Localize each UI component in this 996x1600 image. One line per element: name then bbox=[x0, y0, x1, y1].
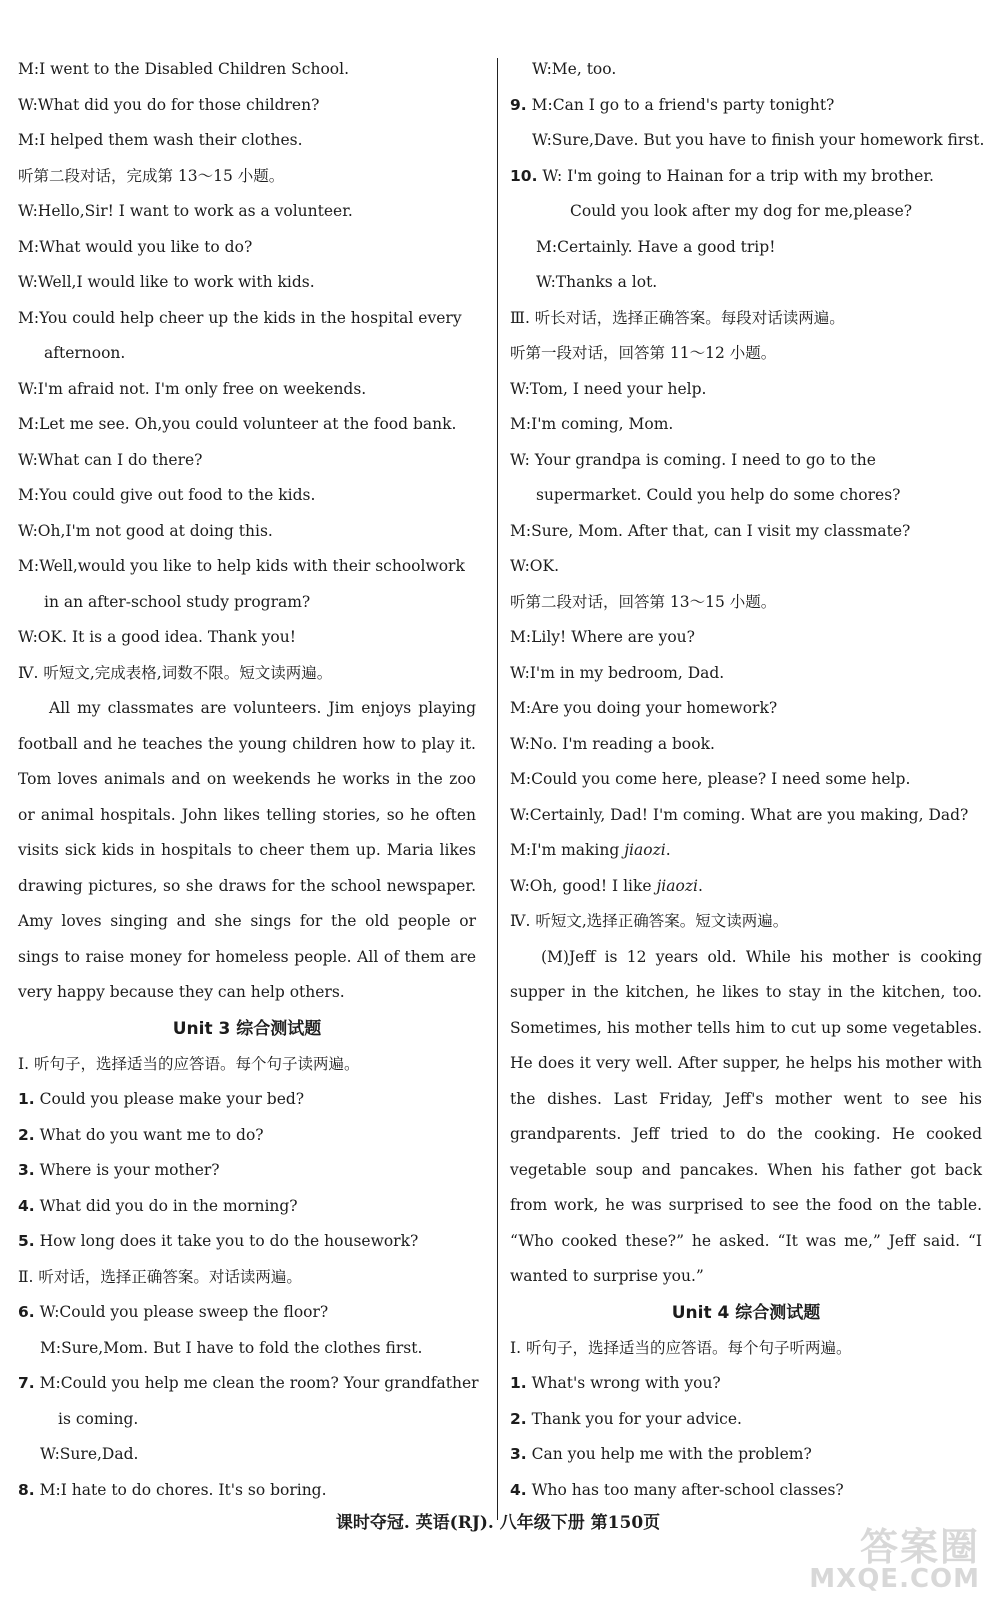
dialogue-line bbox=[510, 869, 982, 905]
page-footer: 课时夺冠. 英语(RJ). 八年级下册 第150页 bbox=[335, 1513, 661, 1533]
question-number: 8. bbox=[18, 1480, 35, 1499]
section-i-title: Ⅰ. 听句子，选择适当的应答语。每个句子读两遍。 bbox=[18, 1054, 360, 1073]
dialogue-line: supermarket. Could you help do some chores? bbox=[536, 486, 901, 504]
dialogue-line: M:I'm coming, Mom. bbox=[510, 415, 674, 433]
section-iv-title: Ⅳ. 听短文,选择正确答案。短文读两遍。 bbox=[510, 912, 789, 930]
sentence-number: 3. bbox=[18, 1161, 35, 1179]
dialogue-line: M:What would you like to do? bbox=[18, 237, 253, 256]
dialogue-line: W:I'm in my bedroom, Dad. bbox=[510, 663, 725, 682]
dialogue-line: M:I went to the Disabled Children School. bbox=[18, 60, 350, 78]
question-number: 10. bbox=[510, 166, 538, 185]
question-7 bbox=[18, 1366, 479, 1402]
sentence-text: What's wrong with you? bbox=[531, 1374, 721, 1392]
dialogue-line: W:I'm afraid not. I'm only free on weekends. bbox=[18, 379, 367, 398]
sentence-item bbox=[18, 1082, 476, 1118]
sentence-text: Who has too many after-school classes? bbox=[531, 1480, 844, 1499]
dialogue-line: 听第二段对话，完成第 13～15 小题。 bbox=[18, 166, 285, 185]
section-iv-title: Ⅳ. 听短文,完成表格,词数不限。短文读两遍。 bbox=[18, 663, 333, 682]
sentence-item bbox=[510, 1437, 982, 1473]
unit3-heading: Unit 3 综合测试题 bbox=[172, 1018, 322, 1039]
dialogue-line: W:OK. It is a good idea. Thank you! bbox=[18, 628, 296, 646]
dialogue-line: M:Sure, Mom. After that, can I visit my classmate? bbox=[510, 521, 911, 540]
sentence-item bbox=[510, 1402, 982, 1438]
dialogue-line: W:What did you do for those children? bbox=[18, 95, 320, 114]
sentence-item bbox=[18, 1153, 476, 1189]
dialogue-line: W:OK. bbox=[510, 557, 560, 575]
section-ii-title: Ⅱ. 听对话，选择正确答案。对话读两遍。 bbox=[18, 1267, 302, 1286]
sentence-item bbox=[18, 1118, 476, 1154]
sentence-item bbox=[510, 1473, 982, 1509]
dialogue-line: W:Sure,Dave. But you have to finish your homework first. bbox=[532, 131, 985, 149]
dialogue-line: M:Could you come here, please? I need some help. bbox=[510, 770, 911, 788]
dialogue-line: M:Lily! Where are you? bbox=[510, 628, 695, 646]
dialogue-line: M:Certainly. Have a good trip! bbox=[536, 237, 776, 256]
question-6 bbox=[18, 1295, 476, 1331]
sentence-text: Could you please make your bed? bbox=[39, 1090, 305, 1108]
sentence-text: Where is your mother? bbox=[39, 1161, 220, 1179]
dialogue-line: M:You could give out food to the kids. bbox=[18, 486, 316, 504]
dialogue-line: M:You could help cheer up the kids in the hospital every bbox=[18, 308, 462, 327]
sentence-item bbox=[18, 1224, 476, 1260]
dialogue-line: W:Tom, I need your help. bbox=[510, 379, 707, 398]
dialogue-line: M:I helped them wash their clothes. bbox=[18, 131, 303, 149]
dialogue-line: W:Hello,Sir! I want to work as a volunteer. bbox=[18, 202, 353, 220]
section-i-title: Ⅰ. 听句子，选择适当的应答语。每个句子听两遍。 bbox=[510, 1338, 852, 1357]
column-divider bbox=[497, 58, 498, 1520]
sentence-number: 3. bbox=[510, 1445, 527, 1463]
question-number: 6. bbox=[18, 1303, 35, 1321]
question-text: M:Could you help me clean the room? Your grandfather bbox=[39, 1374, 479, 1392]
dialogue-line: M:Well,would you like to help kids with their schoolwork bbox=[18, 557, 465, 575]
question-8 bbox=[18, 1473, 476, 1509]
dialogue-line: is coming. bbox=[58, 1409, 139, 1428]
dialogue-text: M:I'm making bbox=[510, 841, 625, 859]
dialogue-line: M:Sure,Mom. But I have to fold the clothes first. bbox=[40, 1338, 423, 1357]
dialogue-line: W:No. I'm reading a book. bbox=[510, 734, 715, 753]
period: . bbox=[697, 876, 703, 895]
question-text: M:I hate to do chores. It's so boring. bbox=[39, 1480, 327, 1499]
dialogue-line: M:Are you doing your homework? bbox=[510, 699, 778, 717]
sentence-item bbox=[18, 1189, 476, 1225]
section-iii-title: Ⅲ. 听长对话，选择正确答案。每段对话读两遍。 bbox=[510, 308, 845, 327]
sentence-text: What did you do in the morning? bbox=[39, 1196, 298, 1215]
jiaozi-word: jiaozi bbox=[656, 876, 698, 895]
question-text: W:Could you please sweep the floor? bbox=[39, 1303, 329, 1321]
passage: All my classmates are volunteers. Jim enjoys playing football and he teaches the young children how to play it. Tom loves animals and on weekends he works in the zoo or animal hospitals. John likes telling stories, so he often visits sick kids in hospitals to cheer them up. Maria likes drawing pictures, so she draws for the school newspaper. Amy loves singing and she sings for the old people or sings to raise money for homeless people. All of them are very happy because they can help others. bbox=[18, 699, 476, 1001]
sentence-text: What do you want me to do? bbox=[39, 1125, 264, 1144]
dialogue-line: M:Let me see. Oh,you could volunteer at the food bank. bbox=[18, 415, 457, 433]
dialogue-line: W:What can I do there? bbox=[18, 450, 203, 469]
dialogue-line: in an after-school study program? bbox=[44, 592, 311, 611]
dialogue-line: W: Your grandpa is coming. I need to go to the bbox=[510, 450, 876, 469]
sentence-number: 2. bbox=[510, 1409, 527, 1428]
passage: (M)Jeff is 12 years old. While his mother is cooking supper in the kitchen, he likes to stay in the kitchen, too. Sometimes, his mother tells him to cut up some vegetables. He does it very well. After supper, he helps his mother with the dishes. Last Friday, Jeff's mother went to see his grandparents. Jeff tried to do the cooking. He cooked vegetable soup and pancakes. When his father got back from work, he was surprised to see the food on the table. “Who cooked these?” he asked. “It was me,” Jeff said. “I wanted to surprise you.” bbox=[510, 947, 982, 1285]
watermark-text-bottom: MXQE.COM bbox=[809, 1564, 980, 1594]
question-text: W: I'm going to Hainan for a trip with my brother. bbox=[542, 166, 934, 185]
sentence-text: Thank you for your advice. bbox=[531, 1409, 742, 1428]
question-10 bbox=[510, 159, 982, 195]
watermark-text-top: 答案圈 bbox=[859, 1525, 980, 1569]
part1-title: 听第一段对话，回答第 11～12 小题。 bbox=[510, 344, 777, 362]
dialogue-line: Could you look after my dog for me,please? bbox=[570, 202, 913, 220]
dialogue-line bbox=[510, 833, 982, 869]
question-text: M:Can I go to a friend's party tonight? bbox=[531, 95, 835, 114]
dialogue-line: W:Thanks a lot. bbox=[536, 273, 658, 291]
right-column bbox=[510, 52, 985, 1508]
dialogue-line: W:Well,I would like to work with kids. bbox=[18, 273, 315, 291]
sentence-number: 4. bbox=[510, 1480, 527, 1499]
left-column bbox=[18, 52, 479, 1508]
dialogue-text: W:Oh, good! I like bbox=[510, 876, 657, 895]
dialogue-line: W:Me, too. bbox=[532, 60, 617, 78]
question-number: 7. bbox=[18, 1374, 35, 1392]
sentence-number: 4. bbox=[18, 1196, 35, 1215]
question-9 bbox=[510, 88, 982, 124]
sentence-text: Can you help me with the problem? bbox=[531, 1445, 812, 1463]
dialogue-line: W:Certainly, Dad! I'm coming. What are you making, Dad? bbox=[510, 805, 969, 824]
dialogue-line: afternoon. bbox=[44, 344, 126, 362]
watermark-logo bbox=[809, 1525, 980, 1594]
sentence-text: How long does it take you to do the housework? bbox=[39, 1232, 419, 1250]
sentence-number: 2. bbox=[18, 1125, 35, 1144]
sentence-number: 5. bbox=[18, 1232, 35, 1250]
question-number: 9. bbox=[510, 95, 527, 114]
jiaozi-word: jiaozi bbox=[624, 841, 666, 859]
sentence-item bbox=[510, 1366, 982, 1402]
unit4-heading: Unit 4 综合测试题 bbox=[671, 1302, 821, 1323]
sentence-number: 1. bbox=[510, 1374, 527, 1392]
part2-title: 听第二段对话，回答第 13～15 小题。 bbox=[510, 592, 777, 611]
period: . bbox=[665, 841, 671, 859]
sentence-number: 1. bbox=[18, 1090, 35, 1108]
dialogue-line: W:Oh,I'm not good at doing this. bbox=[18, 521, 273, 540]
dialogue-line: W:Sure,Dad. bbox=[40, 1445, 139, 1463]
